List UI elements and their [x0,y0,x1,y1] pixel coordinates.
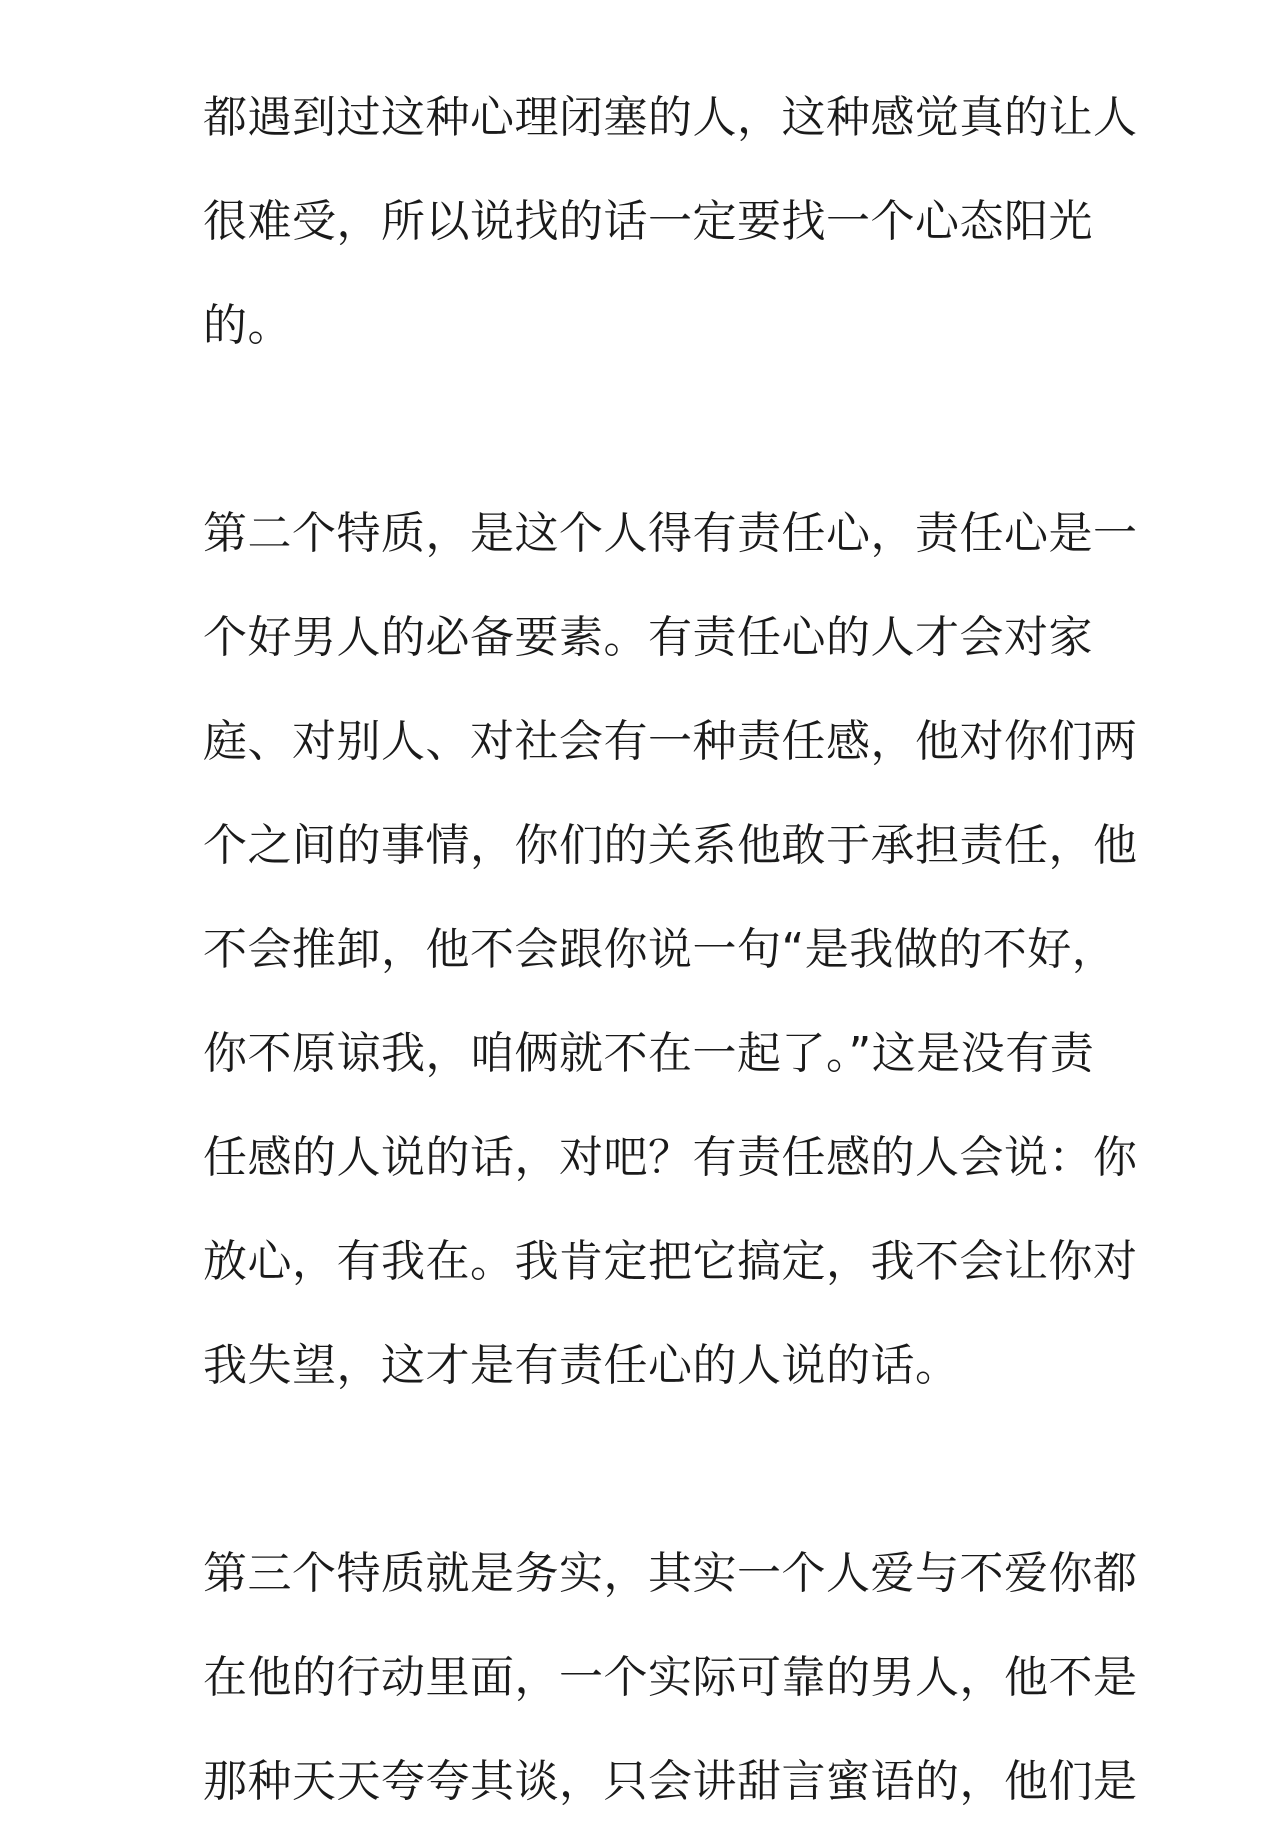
paragraph-spacer [203,1418,1083,1522]
paragraph-1 [203,66,1138,378]
text-line: 都遇到过这种心理闭塞的人，这种感觉真的让人 [203,92,1138,143]
text-line: 你不原谅我，咱俩就不在一起了。”这是没有责 [203,1028,1095,1079]
text-line: 那种天天夸夸其谈，只会讲甜言蜜语的，他们是 [203,1756,1138,1807]
article-body [203,66,1138,1834]
text-line: 第三个特质就是务实，其实一个人爱与不爱你都 [203,1548,1138,1599]
text-line: 第二个特质，是这个人得有责任心，责任心是一 [203,508,1138,559]
text-line: 我失望，这才是有责任心的人说的话。 [203,1340,960,1391]
text-line: 放心，有我在。我肯定把它搞定，我不会让你对 [203,1236,1138,1287]
text-line: 庭、对别人、对社会有一种责任感，他对你们两 [203,716,1138,767]
text-line: 很难受，所以说找的话一定要找一个心态阳光 [203,196,1093,247]
text-line: 个好男人的必备要素。有责任心的人才会对家 [203,612,1093,663]
text-line: 在他的行动里面，一个实际可靠的男人，他不是 [203,1652,1138,1703]
text-line: 不会推卸，他不会跟你说一句“是我做的不好， [203,924,1117,975]
paragraph-3 [203,1522,1138,1834]
text-line: 任感的人说的话，对吧？有责任感的人会说：你 [203,1132,1138,1183]
paragraph-spacer [203,378,1083,482]
paragraph-2 [203,482,1138,1418]
text-line: 的。 [203,300,292,351]
text-line: 个之间的事情，你们的关系他敢于承担责任，他 [203,820,1138,871]
